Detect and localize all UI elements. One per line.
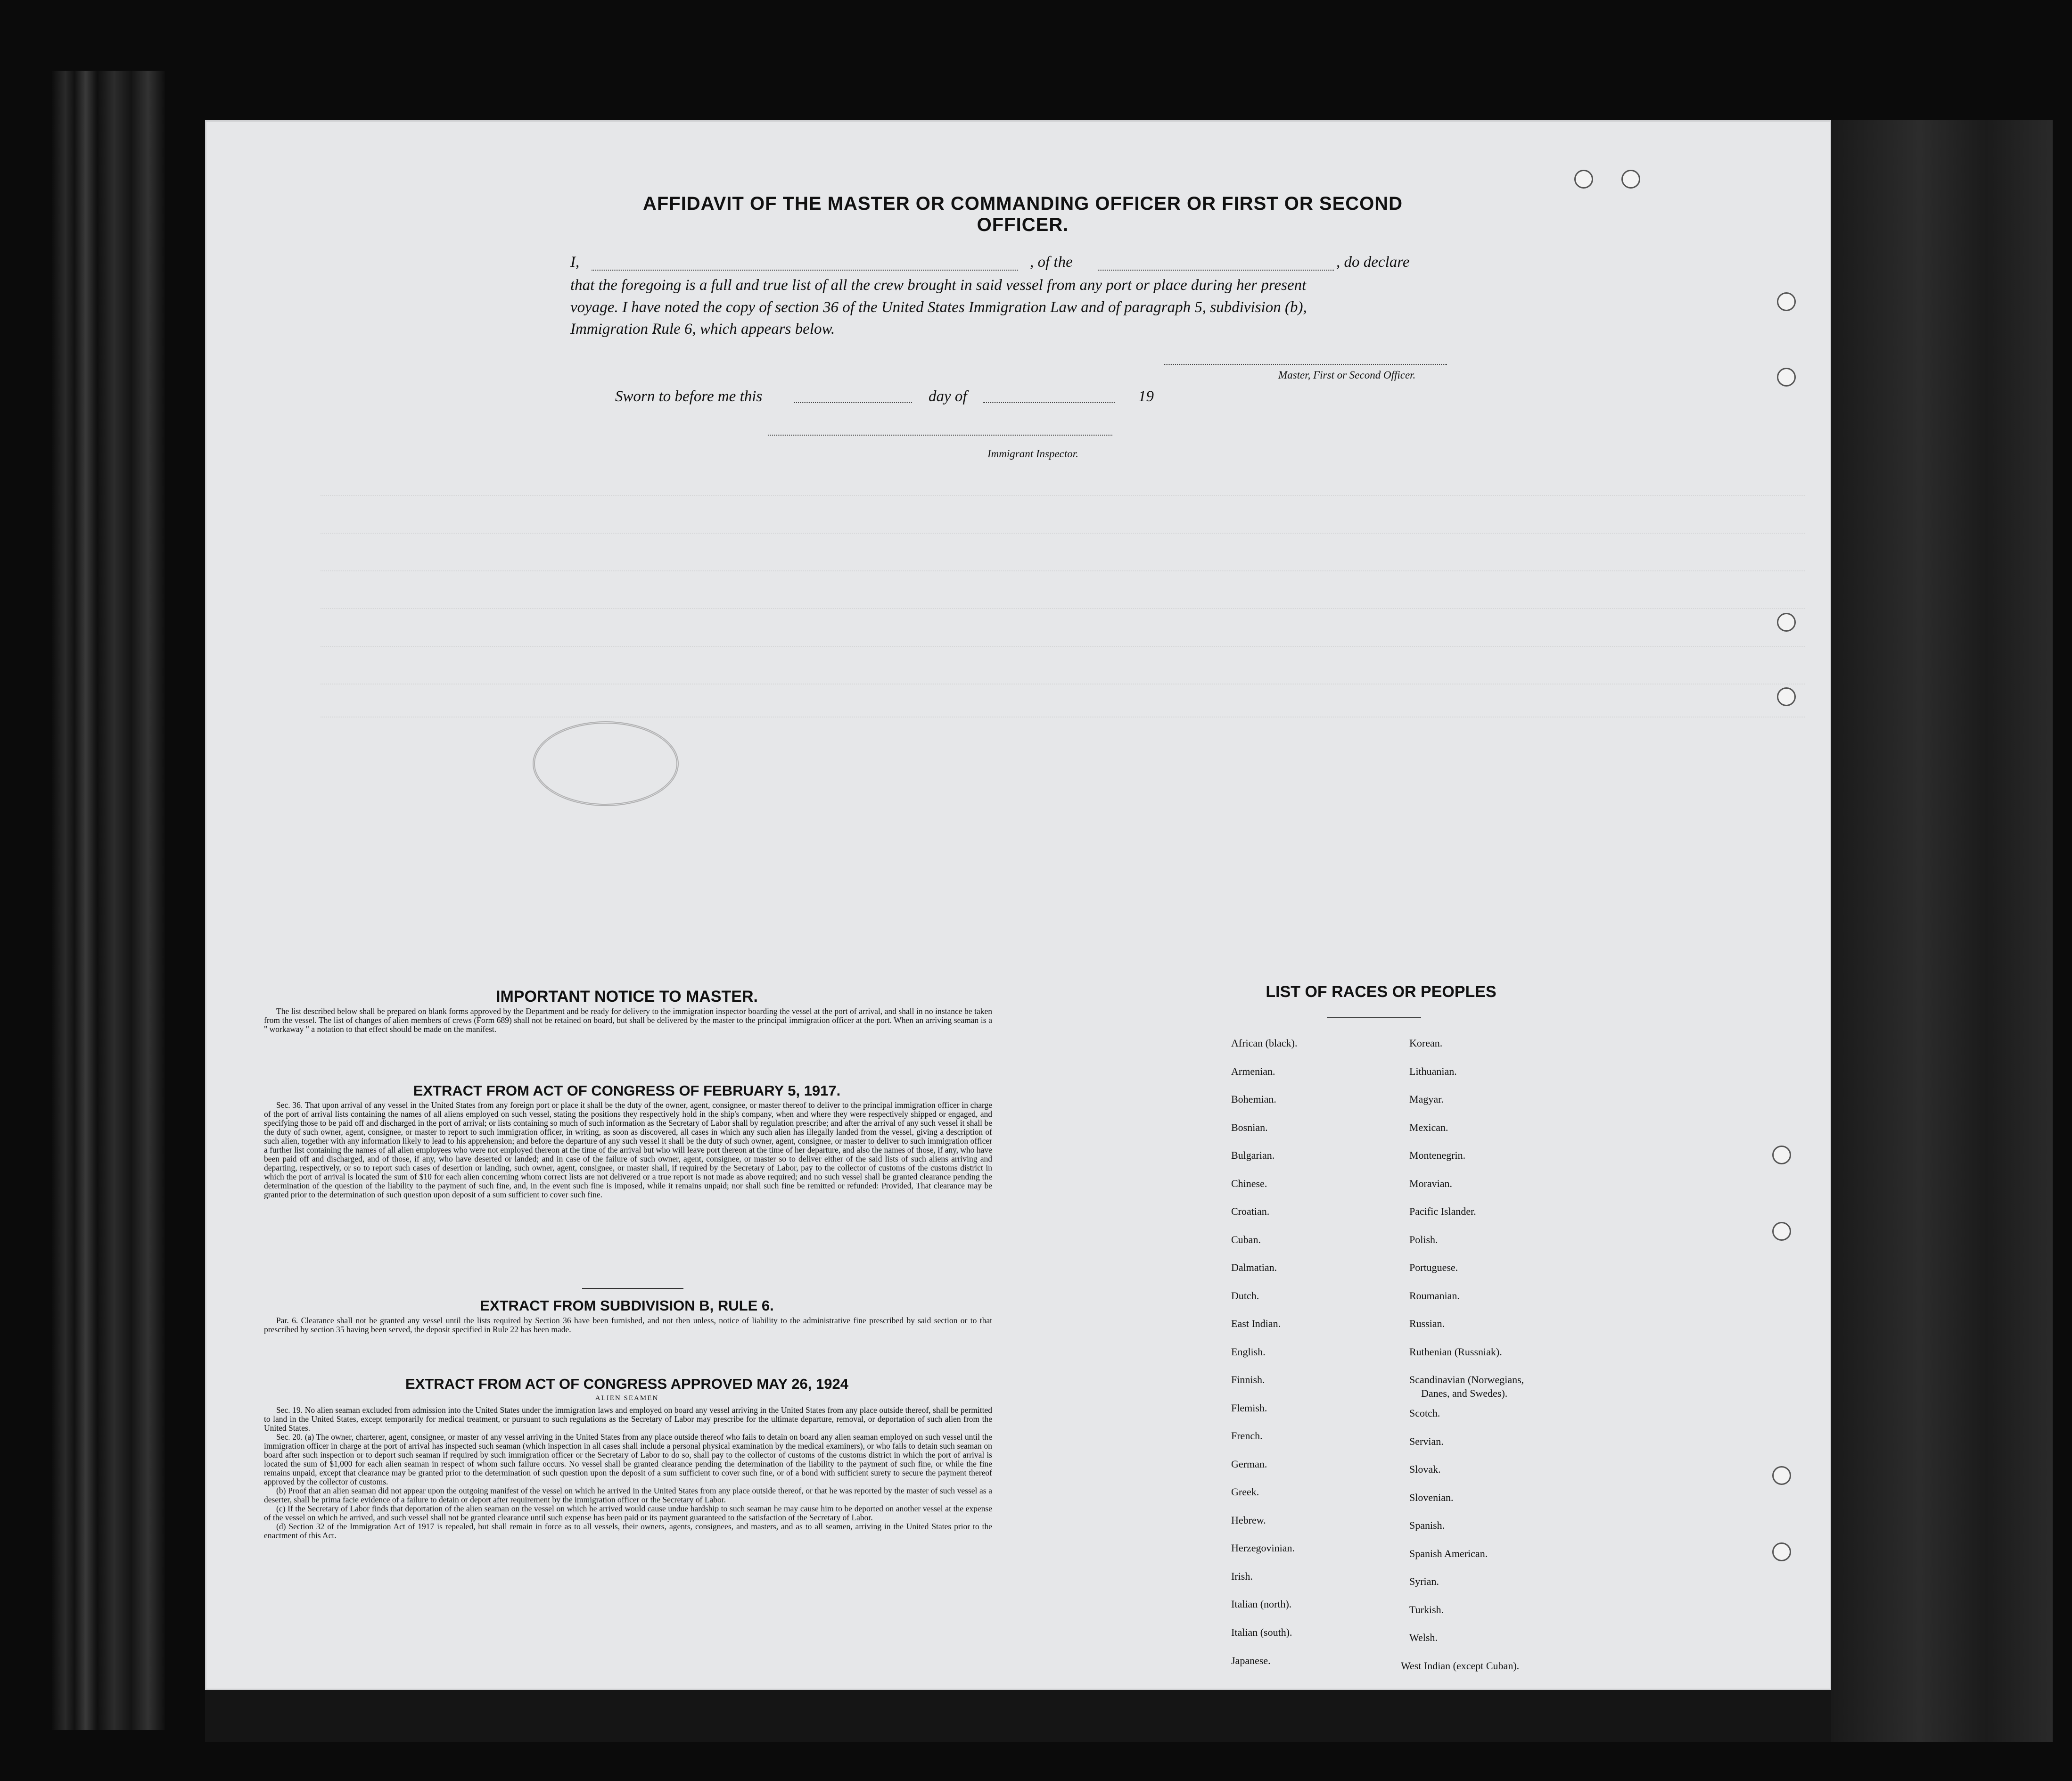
extract-1917-title: EXTRACT FROM ACT OF CONGRESS OF FEBRUARY 5, 1917. [413,1082,841,1099]
race-item: German. [1231,1458,1267,1470]
race-item: Bosnian. [1231,1121,1268,1133]
race-item: Italian (north). [1231,1598,1292,1610]
binder-hole [1777,613,1796,632]
year-prefix: 19 [1138,388,1154,405]
section-divider [582,1288,683,1289]
race-item: Magyar. [1409,1093,1444,1105]
binder-hole [1621,170,1640,189]
binder-hole [1777,687,1796,706]
race-item: Danes, and Swedes). [1421,1387,1508,1399]
extract-rule6-title: EXTRACT FROM SUBDIVISION B, RULE 6. [480,1297,774,1314]
race-item: Bulgarian. [1231,1149,1275,1161]
race-item: Italian (south). [1231,1626,1292,1638]
binder-hole [1777,368,1796,387]
sworn-day-blank [794,402,912,403]
day-of-label: day of [929,388,967,405]
race-item: Lithuanian. [1409,1065,1457,1077]
race-item: Bohemian. [1231,1093,1276,1105]
bleed-through-row [321,665,1805,684]
race-item: Scandinavian (Norwegians, [1409,1374,1524,1385]
races-title-underline [1327,1017,1421,1018]
alien-seamen-subtitle: ALIEN SEAMEN [595,1394,659,1402]
bleed-through-row [321,552,1805,571]
extract-1917-body [264,1101,992,1199]
race-item: Hebrew. [1231,1514,1266,1526]
race-item: Irish. [1231,1570,1253,1582]
binder-hole [1772,1466,1791,1485]
race-item: Finnish. [1231,1374,1265,1385]
notice-body [264,1007,992,1034]
race-item: Spanish American. [1409,1548,1488,1559]
race-item: Slovenian. [1409,1492,1454,1503]
affidavit-line-1 [570,254,579,271]
binder-hole [1772,1222,1791,1241]
binder-strip [52,71,165,1730]
do-declare-label: , do declare [1336,254,1410,271]
race-item: Portuguese. [1409,1262,1458,1273]
races-title: LIST OF RACES OR PEOPLES [1266,983,1496,1001]
race-item: Turkish. [1409,1604,1444,1616]
race-item: Armenian. [1231,1065,1275,1077]
race-item: Roumanian. [1409,1290,1460,1302]
race-item: Chinese. [1231,1178,1267,1189]
bleed-through-row [321,698,1805,717]
affidavit-title: AFFIDAVIT OF THE MASTER OR COMMANDING OFFICER OR FIRST OR SECOND OFFICER. [642,193,1403,235]
race-item: Moravian. [1409,1178,1453,1189]
extract-1924-paragraph: (d) Section 32 of the Immigration Act of 1917 is repealed, but shall remain in force as to all vessels, their owners, agents, consignees, and masters, and as to all seamen, arriving in the United States prior to the enactment of this Act. [264,1522,992,1540]
of-the-label: , of the [1030,254,1073,271]
affidavit-line-3: voyage. I have noted the copy of section 36 of the United States Immigration Law and of paragraph 5, subdivision (b), [570,299,1307,316]
master-signature-blank [1164,364,1447,365]
bleed-through-row [321,476,1805,496]
race-item: Scotch. [1409,1407,1440,1419]
race-item: Polish. [1409,1234,1438,1245]
inspector-signature-blank [768,435,1112,436]
faded-stamp [533,721,679,806]
extract-1924-body [264,1406,992,1540]
race-item: East Indian. [1231,1318,1281,1329]
race-item: Montenegrin. [1409,1149,1466,1161]
race-item: Flemish. [1231,1402,1267,1414]
extract-1924-paragraph: (b) Proof that an alien seaman did not appear upon the outgoing manifest of the vessel on which he arrived in the United States from any place outside thereof, or that he was reported by the master of such vessel as a deserter, shall be prima facie evidence of a failure to detain or deport after requirement by the immigration officer or the Secretary of Labor. [264,1486,992,1504]
extract-1924-paragraph: (c) If the Secretary of Labor finds that deportation of the alien seaman on the vessel on which he arrived would cause undue hardship to such seaman he may cause him to be deported on another vessel at the expense of the vessel on which he arrived, and such vessel shall not be granted clearance until such expense has been paid or its payment guaranteed to the satisfaction of the Secretary of Labor. [264,1504,992,1522]
race-item: African (black). [1231,1037,1298,1049]
race-item: Pacific Islander. [1409,1205,1476,1217]
race-item: Servian. [1409,1435,1444,1447]
race-item: Slovak. [1409,1463,1441,1475]
race-item: Spanish. [1409,1519,1445,1531]
scan-background-right [1831,120,2053,1742]
race-item: Dalmatian. [1231,1262,1277,1273]
extract-1917-paragraph: Sec. 36. That upon arrival of any vessel in the United States from any foreign port or place it shall be the duty of the owner, agent, consignee, or master thereof to deliver to the principal immigration officer in charge of the port of arrival lists containing the names of all aliens employed on such vessel, stating the positions they respectively hold in the ship's company, when and where they were respectively shipped or engaged, and specifying those to be paid off and discharged in the port of arrival; or lists containing so much of such information as the Secretary of Labor shall by regulation prescribe; and after the arrival of any such vessel it shall be the duty of such owner, agent, consignee, or master to report to such immigration officer, in writing, as soon as discovered, all cases in which any such alien has illegally landed from the vessel, giving a description of such alien, together with any information likely to lead to his apprehension; and before the departure of any such vessel it shall be the duty of such owner, agent, consignee, or master to deliver to such immigration officer a further list containing the names of all alien employees who were not employed thereon at the time of the arrival but who will leave port thereon at the time of her departure, and also the names of those, if any, who have been paid off and discharged, and of those, if any, who have deserted or landed; and in case of the failure of such owner, agent, consignee, or master so to deliver either of the said lists of such aliens arriving and departing, respectively, or so to report such cases of desertion or landing, such owner, agent, consignee, or master shall, if required by the Secretary of Labor, pay to the collector of customs of the customs district in which the port of arrival is located the sum of $10 for each alien concerning whom correct lists are not delivered or a true report is not made as above required; and no such vessel shall be granted clearance pending the determination of the question of the liability to the payment of such fine, and, in the event such fine is imposed, while it remains unpaid; nor shall such fine be remitted or refunded: Provided, That clearance may be granted prior to the determination of such question upon deposit of a sum sufficient to cover such fine. [264,1100,992,1199]
binder-hole [1777,292,1796,311]
extract-1924-paragraph: Sec. 20. (a) The owner, charterer, agent, consignee, or master of any vessel arriving in the United States from any place outside thereof who fails to detain on board any alien seaman employed on such vessel until the immigration officer in charge at the port of arrival has inspected such seaman (which inspection in all cases shall include a personal physical examination by the medical examiners), or who fails to detain such seaman on board after such inspection or to deport such seaman if required by such immigration officer or the Secretary of Labor to do so, shall pay to the collector of customs of the customs district in which the port of arrival is located the sum of $1,000 for each alien seaman in respect of whom such failure occurs. No vessel shall be granted clearance pending the determination of the liability to the payment of such fine, or while the fine remains unpaid, except that clearance may be granted prior to the determination of such question upon the deposit of a sum sufficient to cover such fine, or of a bond with sufficient surety to secure the payment thereof approved by the collector of customs. [264,1432,992,1486]
race-item: Japanese. [1231,1655,1271,1666]
affidavit-line-2: that the foregoing is a full and true list of all the crew brought in said vessel from any port or place during her present [570,277,1307,294]
bleed-through-row [321,514,1805,534]
race-item: English. [1231,1346,1266,1358]
race-item: West Indian (except Cuban). [1401,1660,1520,1672]
race-item: Welsh. [1409,1632,1438,1643]
scan-background-bottom [205,1690,1831,1742]
race-item: Syrian. [1409,1575,1439,1587]
extract-rule6-paragraph: Par. 6. Clearance shall not be granted any vessel until the lists required by Section 36 have been furnished, and not then unless, notice of liability to the administrative fine prescribed by said section or to that prescribed by section 35 having been served, the deposit specified in Rule 22 has been made. [264,1316,992,1334]
bleed-through-row [321,627,1805,647]
vessel-name-blank [1098,270,1334,271]
affidavit-line-4: Immigration Rule 6, which appears below. [570,321,835,338]
race-item: Greek. [1231,1486,1259,1498]
race-item: Ruthenian (Russniak). [1409,1346,1502,1358]
master-name-blank [592,270,1018,271]
affidavit-i-label: I, [570,254,580,271]
race-item: Herzegovinian. [1231,1542,1295,1554]
race-item: Dutch. [1231,1290,1259,1302]
extract-1924-title: EXTRACT FROM ACT OF CONGRESS APPROVED MAY 26, 1924 [405,1376,848,1392]
extract-1924-paragraph: Sec. 19. No alien seaman excluded from admission into the United States under the immigration laws and employed on board any vessel arriving in the United States from any place outside thereof, shall be permitted to land in the United States, except temporarily for medical treatment, or pursuant to such regulations as the Secretary of Labor may prescribe for the ultimate departure, removal, or deportation of such alien from the United States. [264,1405,992,1433]
race-item: Russian. [1409,1318,1445,1329]
binder-hole [1574,170,1593,189]
race-item: Korean. [1409,1037,1443,1049]
extract-rule6-body [264,1316,992,1334]
bleed-through-row [321,589,1805,609]
sworn-month-blank [983,402,1115,403]
binder-hole [1772,1146,1791,1164]
notice-title: IMPORTANT NOTICE TO MASTER. [496,988,758,1006]
race-item: Cuban. [1231,1234,1261,1245]
sworn-label: Sworn to before me this [615,388,763,405]
race-item: Croatian. [1231,1205,1270,1217]
inspector-caption: Immigrant Inspector. [987,448,1078,460]
race-item: French. [1231,1430,1263,1442]
master-caption: Master, First or Second Officer. [1278,369,1416,381]
notice-paragraph: The list described below shall be prepared on blank forms approved by the Department and be ready for delivery to the immigration inspector boarding the vessel at the port of arrival, and shall in no instance be taken from the vessel. The list of changes of alien members of crews (Form 689) shall not be retained on board, but shall be delivered by the master to the principal immigration officer at the port. When an arriving seaman is a " workaway " a notation to that effect should be made on the manifest. [264,1006,992,1034]
binder-hole [1772,1542,1791,1561]
race-item: Mexican. [1409,1121,1448,1133]
